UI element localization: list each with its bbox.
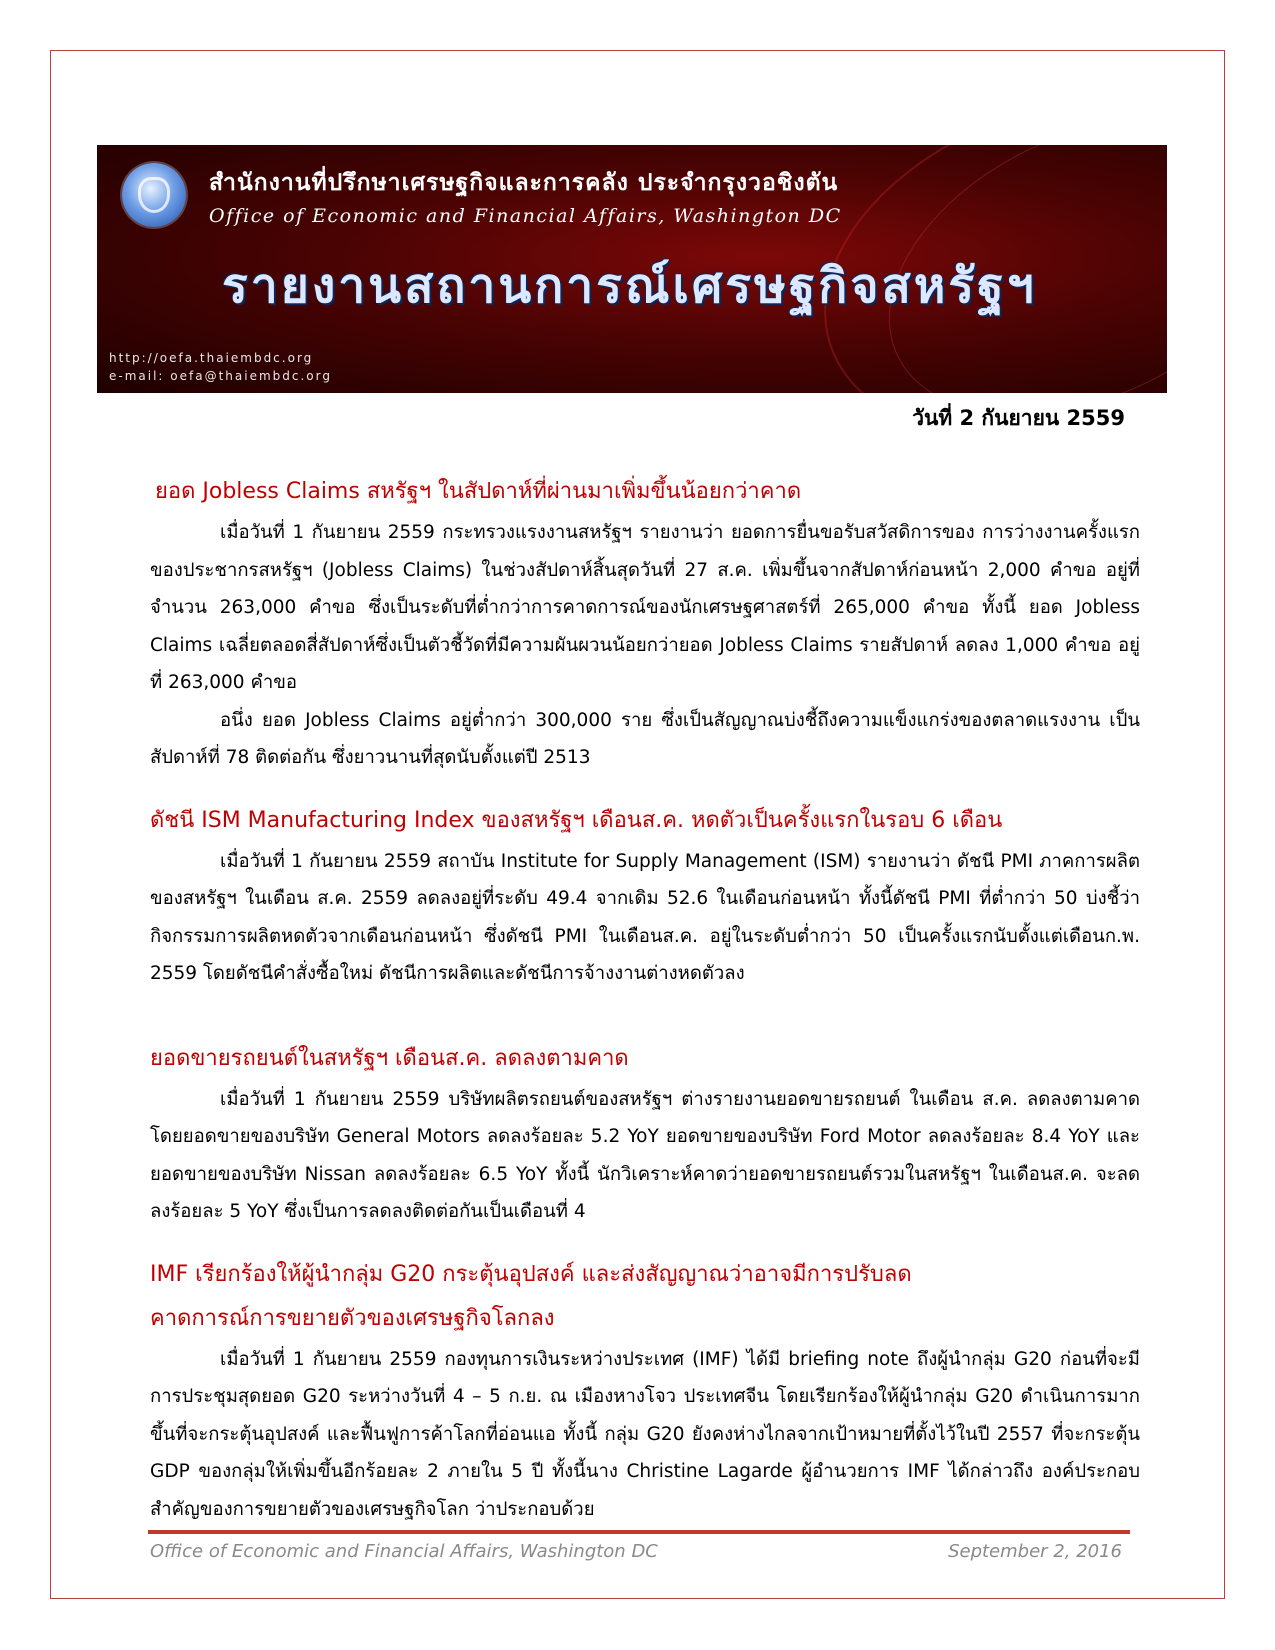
article-heading: ยอดขายรถยนต์ในสหรัฐฯ เดือนส.ค. ลดลงตามคาด: [150, 1045, 629, 1071]
article-heading: ยอด Jobless Claims สหรัฐฯ ในสัปดาห์ที่ผ่านมาเพิ่มขึ้นน้อยกว่าคาด: [155, 479, 802, 504]
office-name-thai: สำนักงานที่ปรึกษาเศรษฐกิจและการคลัง ประจำกรุงวอชิงตัน: [209, 170, 839, 196]
article-heading: IMF เรียกร้องให้ผู้นำกลุ่ม G20 กระตุ้นอุปสงค์ และส่งสัญญาณว่าอาจมีการปรับลด: [150, 1261, 912, 1287]
office-name-english: Office of Economic and Financial Affairs, Washington DC: [209, 205, 842, 227]
report-date: วันที่ 2 กันยายน 2559: [912, 406, 1125, 430]
contact-email: e-mail: oefa@thaiembdc.org: [109, 369, 332, 383]
footer-date: September 2, 2016: [948, 1541, 1122, 1562]
article-heading: คาดการณ์การขยายตัวของเศรษฐกิจโลกลง: [150, 1305, 555, 1331]
article-car-sales: [150, 1037, 1140, 1231]
article-imf-g20: [150, 1253, 1140, 1529]
website-url: http://oefa.thaiembdc.org: [109, 351, 314, 365]
article-ism-index: [150, 799, 1140, 993]
report-body: [150, 470, 1140, 1528]
article-paragraph: เมื่อวันที่ 1 กันยายน 2559 บริษัทผลิตรถยนต์ของสหรัฐฯ ต่างรายงานยอดขายรถยนต์ ในเดือน ส.ค. ลดลงตามคาด โดยยอดขายของบริษัท General Motors ลดลงร้อยละ 5.2 YoY ยอดขายของบริษัท Ford Motor ลดลงร้อยละ 8.4 YoY และยอดขายของบริษัท Nissan ลดลงร้อยละ 6.5 YoY ทั้งนี้ นักวิเคราะห์คาดว่ายอดขายรถยนต์รวมในสหรัฐฯ ในเดือนส.ค. จะลดลงร้อยละ 5 YoY ซึ่งเป็นการลดลงติดต่อกันเป็นเดือนที่ 4: [150, 1088, 1140, 1222]
footer-divider: [148, 1530, 1130, 1534]
article-paragraph: เมื่อวันที่ 1 กันยายน 2559 กระทรวงแรงงานสหรัฐฯ รายงานว่า ยอดการยื่นขอรับสวัสดิการของ การว่างงานครั้งแรกของประชากรสหรัฐฯ (Jobless Claims) ในช่วงสัปดาห์สิ้นสุดวันที่ 27 ส.ค. เพิ่มขึ้นจากสัปดาห์ก่อนหน้า 2,000 คำขอ อยู่ที่จำนวน 263,000 คำขอ ซึ่งเป็นระดับที่ต่ำกว่าการคาดการณ์ของนักเศรษฐศาสตร์ที่ 265,000 คำขอ ทั้งนี้ ยอด Jobless Claims เฉลี่ยตลอดสี่สัปดาห์ซึ่งเป็นตัวชี้วัดที่มีความผันผวนน้อยกว่ายอด Jobless Claims รายสัปดาห์ ลดลง 1,000 คำขอ อยู่ที่ 263,000 คำขอ: [150, 522, 1140, 693]
ministry-emblem-icon: [122, 163, 186, 227]
article-paragraph: เมื่อวันที่ 1 กันยายน 2559 สถาบัน Institute for Supply Management (ISM) รายงานว่า ดัชนี PMI ภาคการผลิตของสหรัฐฯ ในเดือน ส.ค. 2559 ลดลงอยู่ที่ระดับ 49.4 จากเดิม 52.6 ในเดือนก่อนหน้า ทั้งนี้ดัชนี PMI ที่ต่ำกว่า 50 บ่งชี้ว่ากิจกรรมการผลิตหดตัวจากเดือนก่อนหน้า ซึ่งดัชนี PMI ในเดือนส.ค. อยู่ในระดับต่ำกว่า 50 เป็นครั้งแรกนับตั้งแต่เดือนก.พ. 2559 โดยดัชนีคำสั่งซื้อใหม่ ดัชนีการผลิตและดัชนีการจ้างงานต่างหดตัวลง: [150, 850, 1140, 984]
header-banner: [97, 145, 1167, 393]
article-jobless-claims: [150, 470, 1140, 777]
article-heading: ดัชนี ISM Manufacturing Index ของสหรัฐฯ เดือนส.ค. หดตัวเป็นครั้งแรกในรอบ 6 เดือน: [150, 807, 1003, 833]
footer-office-name: Office of Economic and Financial Affairs, Washington DC: [150, 1541, 658, 1562]
report-title: รายงานสถานการณ์เศรษฐกิจสหรัฐฯ: [222, 258, 1037, 314]
article-paragraph: อนึ่ง ยอด Jobless Claims อยู่ต่ำกว่า 300,000 ราย ซึ่งเป็นสัญญาณบ่งชี้ถึงความแข็งแกร่งของตลาดแรงงาน เป็นสัปดาห์ที่ 78 ติดต่อกัน ซึ่งยาวนานที่สุดนับตั้งแต่ปี 2513: [150, 709, 1140, 768]
article-paragraph: เมื่อวันที่ 1 กันยายน 2559 กองทุนการเงินระหว่างประเทศ (IMF) ได้มี briefing note ถึงผู้นำกลุ่ม G20 ก่อนที่จะมีการประชุมสุดยอด G20 ระหว่างวันที่ 4 – 5 ก.ย. ณ เมืองหางโจว ประเทศจีน โดยเรียกร้องให้ผู้นำกลุ่ม G20 ดำเนินการมากขึ้นที่จะกระตุ้นอุปสงค์ และฟื้นฟูการค้าโลกที่อ่อนแอ ทั้งนี้ กลุ่ม G20 ยังคงห่างไกลจากเป้าหมายที่ตั้งไว้ในปี 2557 ที่จะกระตุ้น GDP ของกลุ่มให้เพิ่มขึ้นอีกร้อยละ 2 ภายใน 5 ปี ทั้งนี้นาง Christine Lagarde ผู้อำนวยการ IMF ได้กล่าวถึง องค์ประกอบสำคัญของการขยายตัวของเศรษฐกิจโลก ว่าประกอบด้วย: [150, 1348, 1140, 1520]
